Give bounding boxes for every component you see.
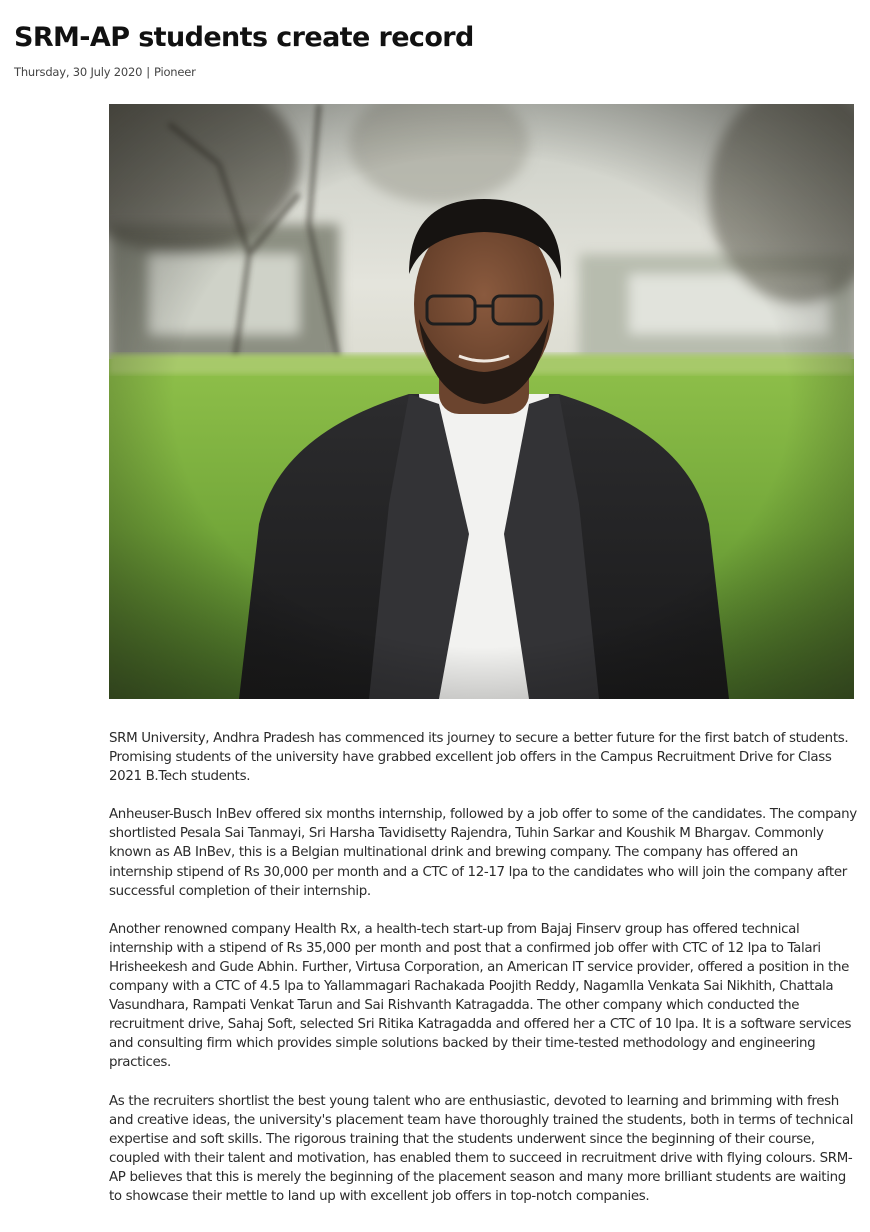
article-paragraph: Anheuser-Busch InBev offered six months internship, followed by a job offer to some of the candidates. The company shortlisted Pesala Sai Tanmayi, Sri Harsha Tavidisetty Rajendra, Tuhin Sarkar and Koushik M Bhargav. Commonly known as AB InBev, this is a Belgian multinational drink and brewing company. The company has offered an internship stipend of Rs 30,000 per month and a CTC of 12-17 lpa to the candidates who will join the company after successful completion of their internship. (109, 807, 857, 899)
article-paragraph: As the recruiters shortlist the best young talent who are enthusiastic, devoted to learning and brimming with fresh and creative ideas, the university's placement team have thoroughly trained the students, both in terms of technical expertise and soft skills. The rigorous training that the students underwent since the beginning of their course, coupled with their talent and motivation, has enabled them to succeed in recruitment drive with flying colours. SRM-AP believes that this is merely the beginning of the placement season and many more brilliant students are waiting to showcase their mettle to land up with excellent job offers in top-notch companies. (109, 1093, 854, 1204)
article-paragraph: SRM University, Andhra Pradesh has commenced its journey to secure a better future for the first batch of students. Promising students of the university have grabbed excellent job offers in the Campus Recruitment Drive for Class 2021 B.Tech students. (109, 731, 849, 785)
article-body (109, 729, 857, 1225)
article-paragraph: Another renowned company Health Rx, a health-tech start-up from Bajaj Finserv group has offered technical internship with a stipend of Rs 35,000 per month and post that a confirmed job offer with CTC of 12 lpa to Talari Hrisheekesh and Gude Abhin. Further, Virtusa Corporation, an American IT service provider, offered a position in the company with a CTC of 4.5 lpa to Yallammagari Rachakada Poojith Reddy, Nagamlla Venkata Sai Nikhith, Chattala Vasundhara, Rampati Venkat Tarun and Sai Rishvanth Katragadda. The other company which conducted the recruitment drive, Sahaj Soft, selected Sri Ritika Katragadda and offered her a CTC of 10 lpa. It is a software services and consulting firm which provides simple solutions backed by their time-tested methodology and engineering practices. (109, 921, 852, 1071)
byline-separator: | (146, 65, 150, 79)
article-byline (14, 64, 196, 80)
publish-date: Thursday, 30 July 2020 (14, 65, 143, 79)
article-headline: SRM-AP students create record (14, 22, 474, 53)
publication-source: Pioneer (153, 65, 196, 79)
article-photo (109, 104, 854, 699)
student-portrait-image (109, 104, 854, 699)
